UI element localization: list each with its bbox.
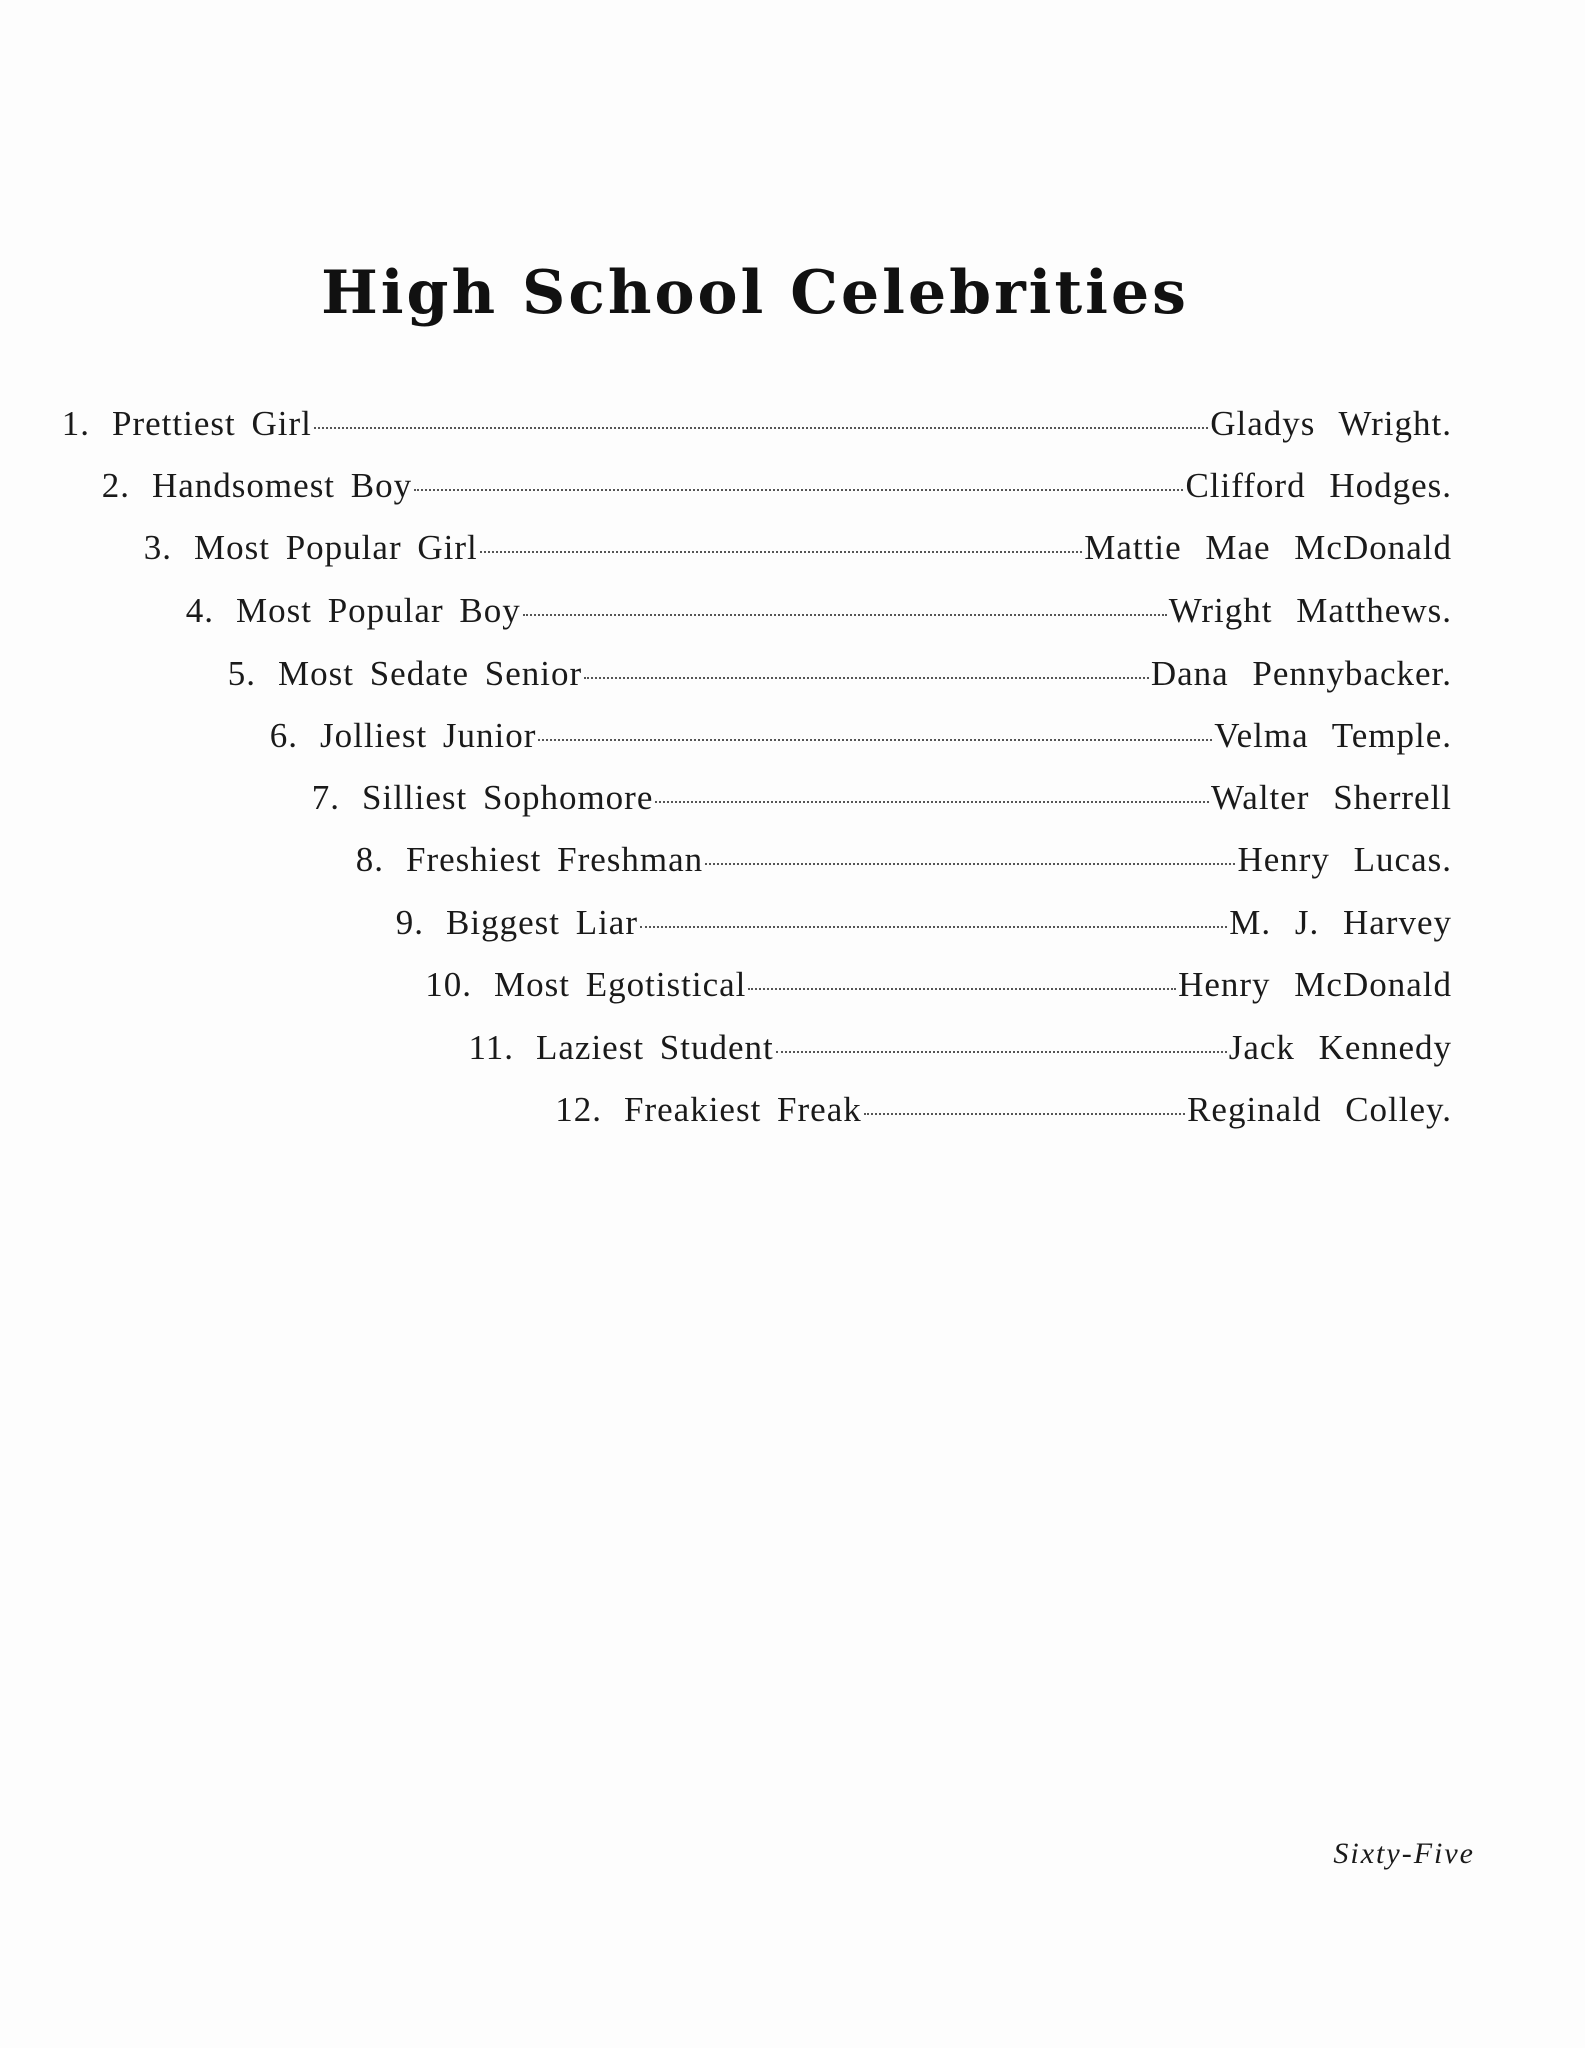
dotted-leader xyxy=(748,988,1176,990)
item-name: Wright Matthews. xyxy=(1168,591,1452,630)
dotted-leader xyxy=(314,427,1208,429)
item-name: Henry McDonald xyxy=(1178,965,1452,1004)
item-number: 3. xyxy=(143,528,172,567)
list-item xyxy=(390,903,1452,947)
item-number: 11. xyxy=(468,1028,514,1067)
item-name: Mattie Mae McDonald xyxy=(1084,528,1452,567)
item-category: Prettiest Girl xyxy=(112,404,312,443)
dotted-leader xyxy=(414,489,1183,491)
item-category: Most Egotistical xyxy=(494,965,747,1004)
item-number: 2. xyxy=(101,466,130,505)
list-item xyxy=(96,466,1452,510)
item-number: 1. xyxy=(61,404,90,443)
item-category: Freshiest Freshman xyxy=(406,840,704,879)
item-category: Most Popular Boy xyxy=(236,591,521,630)
item-name: Clifford Hodges. xyxy=(1185,466,1452,505)
item-number: 5. xyxy=(227,654,256,693)
item-category: Most Sedate Senior xyxy=(278,654,583,693)
dotted-leader xyxy=(776,1051,1227,1053)
item-category: Laziest Student xyxy=(536,1028,774,1067)
item-name: Reginald Colley. xyxy=(1187,1090,1452,1129)
item-number: 4. xyxy=(185,591,214,630)
list-item xyxy=(420,965,1452,1009)
item-category: Silliest Sophomore xyxy=(362,778,654,817)
item-name: Jack Kennedy xyxy=(1228,1028,1452,1067)
list-item xyxy=(138,528,1452,572)
item-name: Gladys Wright. xyxy=(1210,404,1452,443)
page-number: Sixty-Five xyxy=(1333,1837,1475,1870)
item-number: 7. xyxy=(311,778,340,817)
item-number: 9. xyxy=(395,903,424,942)
item-name: Walter Sherrell xyxy=(1211,778,1452,817)
item-category: Handsomest Boy xyxy=(152,466,413,505)
list-item xyxy=(550,1090,1452,1134)
page-title: High School Celebrities xyxy=(321,258,1189,328)
dotted-leader xyxy=(864,1113,1185,1115)
item-name: Dana Pennybacker. xyxy=(1150,654,1452,693)
item-number: 6. xyxy=(269,716,298,755)
dotted-leader xyxy=(584,677,1149,679)
item-category: Biggest Liar xyxy=(446,903,638,942)
list-item xyxy=(222,654,1452,698)
item-category: Jolliest Junior xyxy=(320,716,537,755)
dotted-leader xyxy=(523,614,1167,616)
item-name: Velma Temple. xyxy=(1214,716,1452,755)
dotted-leader xyxy=(655,801,1209,803)
item-number: 12. xyxy=(555,1090,602,1129)
list-item xyxy=(306,778,1452,822)
dotted-leader xyxy=(705,863,1235,865)
list-item xyxy=(56,404,1452,448)
dotted-leader xyxy=(640,926,1227,928)
item-number: 10. xyxy=(425,965,472,1004)
list-item xyxy=(180,591,1452,635)
item-name: Henry Lucas. xyxy=(1237,840,1452,879)
list-item xyxy=(264,716,1452,760)
item-name: M. J. Harvey xyxy=(1229,903,1452,942)
item-number: 8. xyxy=(355,840,384,879)
dotted-leader xyxy=(538,739,1212,741)
item-category: Most Popular Girl xyxy=(194,528,478,567)
dotted-leader xyxy=(480,551,1083,553)
list-item xyxy=(350,840,1452,884)
list-item xyxy=(462,1028,1452,1072)
item-category: Freakiest Freak xyxy=(624,1090,862,1129)
